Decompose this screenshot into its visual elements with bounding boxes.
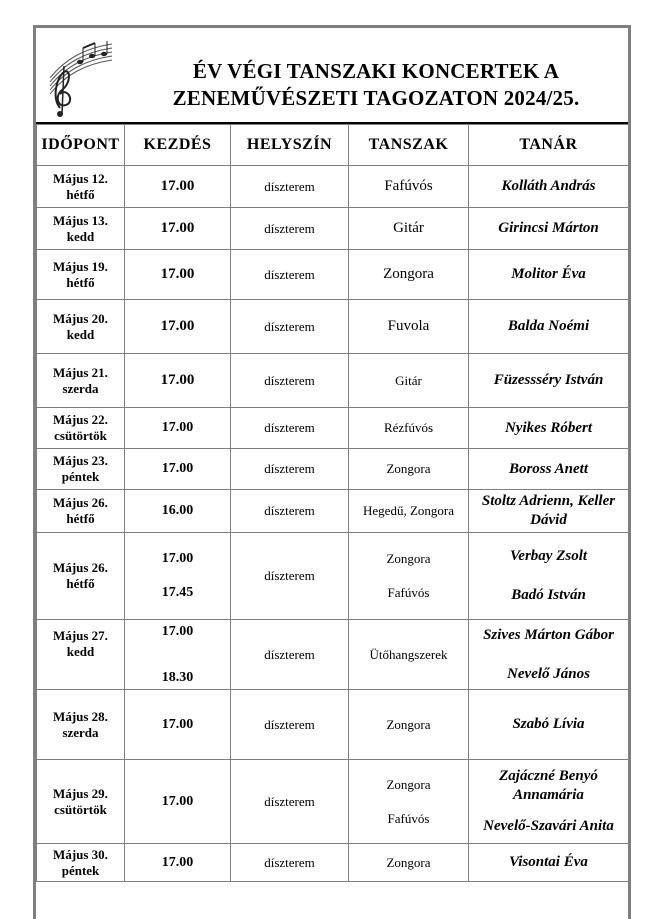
teacher-b: Nevelő János [507,665,590,682]
teacher-cell: Boross Anett [469,449,629,490]
date-cell [37,620,125,690]
time-cell: 17.00 [125,449,231,490]
date-weekday: hétfő [66,576,95,591]
date-day: Május 30. [53,846,108,862]
time-cell [125,620,231,690]
date-day: Május 23. [53,453,108,468]
place-cell: díszterem [231,166,349,208]
teacher-cell: Girincsi Márton [469,208,629,250]
place-cell: díszterem [231,760,349,844]
date-weekday: szerda [62,724,99,740]
teacher-cell [469,620,629,690]
dept-cell: Hegedű, Zongora [349,490,469,533]
place-cell: díszterem [231,533,349,620]
teacher-cell: Kolláth András [469,166,629,208]
date-cell [37,690,125,760]
teacher-cell: Füzessséry István [469,354,629,408]
date-cell [37,354,125,408]
date-day: Május 28. [53,708,108,724]
time-cell: 17.00 [125,408,231,449]
dept-cell: Fuvola [349,300,469,354]
table-row [37,690,629,760]
time-a: 17.00 [161,623,194,639]
time-cell: 17.00 [125,844,231,882]
place-cell: díszterem [231,844,349,882]
table-row [37,449,629,490]
date-weekday: csütörtök [54,801,107,817]
place-cell: díszterem [231,354,349,408]
table-row [37,490,629,533]
music-notes-icon [46,38,116,118]
date-day: Május 20. [53,310,108,326]
dept-cell: Zongora [349,844,469,882]
teacher-cell [469,533,629,620]
dept-a: Zongora [386,776,431,792]
header-start: KEZDÉS [125,125,231,166]
time-a: 17.00 [161,551,194,566]
teacher-b: Badó István [511,587,586,603]
table-header-row [37,125,629,166]
teacher-cell [469,760,629,844]
dept-cell [349,760,469,844]
dept-cell [349,533,469,620]
teacher-a: Szives Márton Gábor [483,626,614,643]
header-place: HELYSZÍN [231,125,349,166]
table-row [37,250,629,300]
dept-cell: Zongora [349,690,469,760]
date-day: Május 12. [53,170,108,186]
time-cell: 17.00 [125,690,231,760]
header-date: IDŐPONT [37,125,125,166]
date-cell [37,408,125,449]
place-cell: díszterem [231,449,349,490]
date-cell [37,760,125,844]
dept-cell: Ütőhangszerek [349,620,469,690]
place-cell: díszterem [231,250,349,300]
date-weekday: csütörtök [54,428,107,443]
teacher-a: Verbay Zsolt [509,548,588,564]
date-cell [37,166,125,208]
page-title [136,58,616,112]
time-b: 18.30 [161,669,194,685]
date-cell [37,449,125,490]
date-weekday: hétfő [66,511,95,526]
date-day: Május 26. [53,560,108,575]
teacher-cell: Balda Noémi [469,300,629,354]
date-weekday: péntek [61,469,100,484]
date-day: Május 26. [53,495,108,510]
date-cell [37,208,125,250]
date-day: Május 22. [53,412,108,427]
teacher-cell: Visontai Éva [469,844,629,882]
teacher-cell: Nyikes Róbert [469,408,629,449]
date-weekday: hétfő [66,274,95,290]
date-cell [37,844,125,882]
dept-a: Zongora [386,551,431,566]
date-weekday: kedd [66,326,95,342]
date-weekday: kedd [66,228,95,244]
table-row [37,408,629,449]
time-cell: 16.00 [125,490,231,533]
title-line-2: ZENEMŰVÉSZETI TAGOZATON 2024/25. [172,86,580,110]
date-day: Május 21. [53,364,108,380]
date-cell [37,490,125,533]
place-cell: díszterem [231,408,349,449]
place-cell: díszterem [231,300,349,354]
place-cell: díszterem [231,620,349,690]
time-cell: 17.00 [125,354,231,408]
table-row [37,620,629,690]
time-b: 17.45 [161,585,194,600]
document-frame [33,25,631,919]
time-cell: 17.00 [125,166,231,208]
date-day: Május 27. [53,628,108,643]
dept-cell: Gitár [349,354,469,408]
teacher-cell: Stoltz Adrienn, Keller Dávid [469,490,629,533]
date-day: Május 29. [53,785,108,801]
time-cell: 17.00 [125,208,231,250]
dept-b: Fafúvós [387,810,430,826]
time-cell: 17.00 [125,760,231,844]
table-row [37,533,629,620]
table-row [37,354,629,408]
table-row [37,166,629,208]
place-cell: díszterem [231,490,349,533]
teacher-a: Zajáczné Benyó Annamária [499,768,598,803]
date-cell [37,300,125,354]
dept-cell: Zongora [349,449,469,490]
date-weekday: szerda [62,380,99,396]
time-cell: 17.00 [125,250,231,300]
date-weekday: péntek [61,862,100,878]
table-row [37,760,629,844]
time-cell [125,533,231,620]
date-cell [37,250,125,300]
table-row [37,208,629,250]
place-cell: díszterem [231,690,349,760]
date-weekday: hétfő [66,186,95,202]
header-dept: TANSZAK [349,125,469,166]
dept-cell: Gitár [349,208,469,250]
dept-cell: Rézfúvós [349,408,469,449]
concert-schedule-table [36,124,629,882]
teacher-b: Nevelő-Szavári Anita [483,818,614,834]
date-weekday: kedd [66,644,95,659]
date-day: Május 13. [53,212,108,228]
title-line-1: ÉV VÉGI TANSZAKI KONCERTEK A [192,59,560,83]
table-row [37,844,629,882]
date-day: Május 19. [53,258,108,274]
dept-cell: Zongora [349,250,469,300]
place-cell: díszterem [231,208,349,250]
date-cell [37,533,125,620]
header [36,28,628,124]
header-teacher: TANÁR [469,125,629,166]
teacher-cell: Szabó Lívia [469,690,629,760]
dept-cell: Fafúvós [349,166,469,208]
dept-b: Fafúvós [387,585,430,600]
teacher-cell: Molitor Éva [469,250,629,300]
time-cell: 17.00 [125,300,231,354]
table-row [37,300,629,354]
